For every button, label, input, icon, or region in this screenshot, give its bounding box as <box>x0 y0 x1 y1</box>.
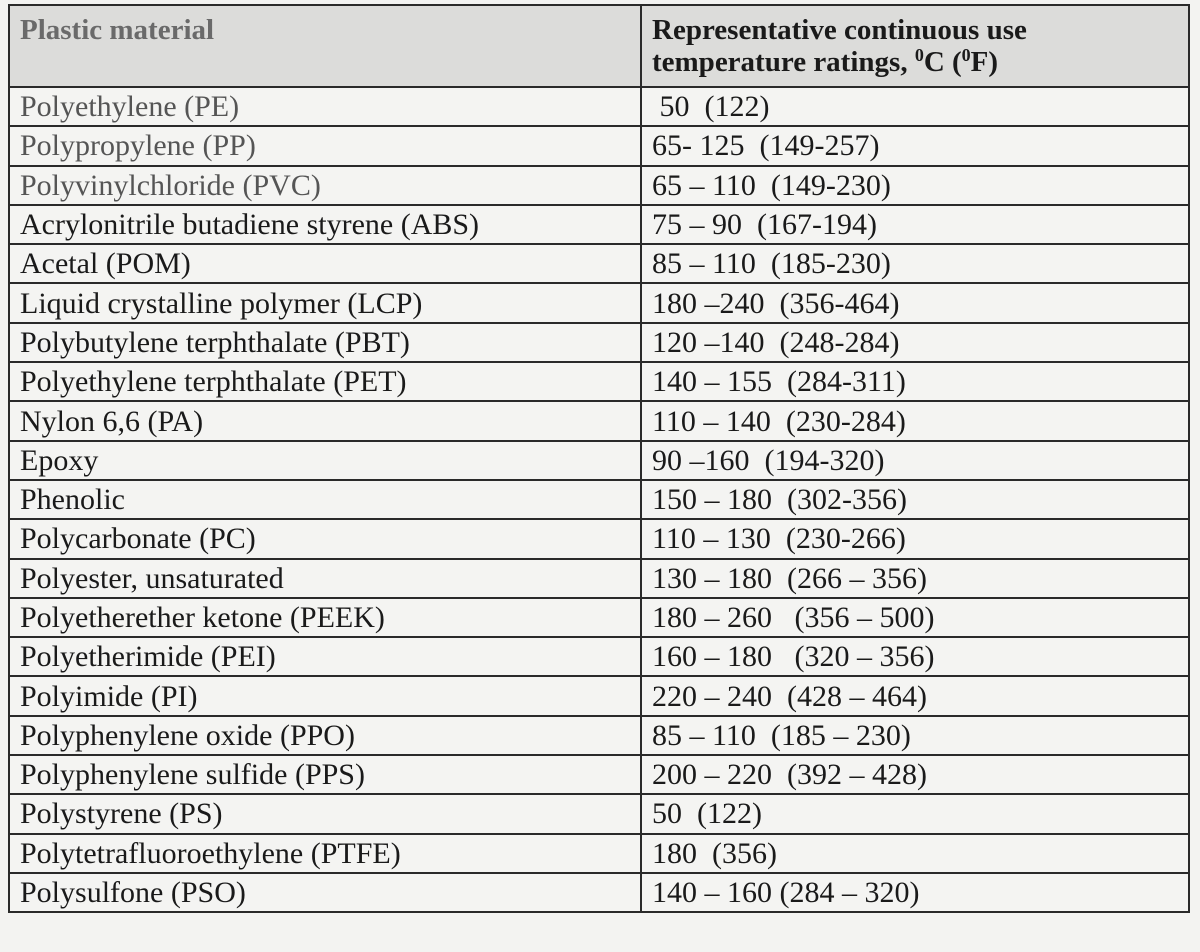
temperature-rating-cell: 85 – 110 (185-230) <box>641 244 1189 283</box>
temperature-rating-cell: 65 – 110 (149-230) <box>641 166 1189 205</box>
temperature-rating-cell: 85 – 110 (185 – 230) <box>641 716 1189 755</box>
material-cell: Acetal (POM) <box>9 244 641 283</box>
temperature-rating-cell: 120 –140 (248-284) <box>641 323 1189 362</box>
material-cell: Polytetrafluoroethylene (PTFE) <box>9 834 641 873</box>
temperature-rating-cell: 220 – 240 (428 – 464) <box>641 676 1189 715</box>
header-plastic-material: Plastic material <box>9 5 641 87</box>
table-header <box>9 5 1189 87</box>
temperature-rating-cell: 200 – 220 (392 – 428) <box>641 755 1189 794</box>
temperature-rating-cell: 140 – 160 (284 – 320) <box>641 873 1189 912</box>
temperature-ratings-table <box>8 4 1190 913</box>
material-cell: Polypropylene (PP) <box>9 126 641 165</box>
table-row <box>9 716 1189 755</box>
temperature-rating-cell: 110 – 130 (230-266) <box>641 519 1189 558</box>
table-row <box>9 87 1189 126</box>
temperature-rating-cell: 110 – 140 (230-284) <box>641 401 1189 440</box>
table-body <box>9 87 1189 912</box>
material-cell: Epoxy <box>9 441 641 480</box>
temperature-rating-cell: 140 – 155 (284-311) <box>641 362 1189 401</box>
temperature-rating-cell: 160 – 180 (320 – 356) <box>641 637 1189 676</box>
table-row <box>9 519 1189 558</box>
material-cell: Acrylonitrile butadiene styrene (ABS) <box>9 205 641 244</box>
table-row <box>9 401 1189 440</box>
material-cell: Polyethylene terphthalate (PET) <box>9 362 641 401</box>
table-row <box>9 873 1189 912</box>
material-cell: Polyphenylene oxide (PPO) <box>9 716 641 755</box>
material-cell: Polyetherimide (PEI) <box>9 637 641 676</box>
header-row <box>9 5 1189 87</box>
material-cell: Polysulfone (PSO) <box>9 873 641 912</box>
temperature-rating-cell: 180 – 260 (356 – 500) <box>641 598 1189 637</box>
temperature-rating-cell: 50 (122) <box>641 87 1189 126</box>
table-row <box>9 441 1189 480</box>
table-row <box>9 323 1189 362</box>
material-cell: Polyphenylene sulfide (PPS) <box>9 755 641 794</box>
table-row <box>9 676 1189 715</box>
temperature-rating-cell: 90 –160 (194-320) <box>641 441 1189 480</box>
temperature-rating-cell: 150 – 180 (302-356) <box>641 480 1189 519</box>
material-cell: Polyethylene (PE) <box>9 87 641 126</box>
table-row <box>9 244 1189 283</box>
table-row <box>9 166 1189 205</box>
temperature-rating-cell: 180 –240 (356-464) <box>641 283 1189 322</box>
table-row <box>9 559 1189 598</box>
header-temperature-rating <box>641 5 1189 87</box>
material-cell: Liquid crystalline polymer (LCP) <box>9 283 641 322</box>
table-row <box>9 283 1189 322</box>
unit-fahrenheit: F) <box>970 46 999 78</box>
table-row <box>9 598 1189 637</box>
material-cell: Nylon 6,6 (PA) <box>9 401 641 440</box>
table-row <box>9 126 1189 165</box>
table-row <box>9 637 1189 676</box>
header-rating-line2: temperature ratings, <box>652 46 915 78</box>
table-row <box>9 755 1189 794</box>
unit-celsius: C ( <box>923 46 962 78</box>
table-row <box>9 794 1189 833</box>
material-cell: Polybutylene terphthalate (PBT) <box>9 323 641 362</box>
table-row <box>9 362 1189 401</box>
material-cell: Phenolic <box>9 480 641 519</box>
temperature-rating-cell: 75 – 90 (167-194) <box>641 205 1189 244</box>
material-cell: Polyetherether ketone (PEEK) <box>9 598 641 637</box>
temperature-rating-cell: 180 (356) <box>641 834 1189 873</box>
table-row <box>9 480 1189 519</box>
material-cell: Polycarbonate (PC) <box>9 519 641 558</box>
degree-mark-celsius: 0 <box>914 45 924 65</box>
table-row <box>9 205 1189 244</box>
degree-mark-fahrenheit: 0 <box>961 45 971 65</box>
temperature-rating-cell: 65- 125 (149-257) <box>641 126 1189 165</box>
table-row <box>9 834 1189 873</box>
material-cell: Polyvinylchloride (PVC) <box>9 166 641 205</box>
temperature-rating-cell: 130 – 180 (266 – 356) <box>641 559 1189 598</box>
material-cell: Polystyrene (PS) <box>9 794 641 833</box>
header-rating-line1: Representative continuous use <box>652 14 1027 46</box>
material-cell: Polyester, unsaturated <box>9 559 641 598</box>
material-cell: Polyimide (PI) <box>9 676 641 715</box>
temperature-rating-cell: 50 (122) <box>641 794 1189 833</box>
